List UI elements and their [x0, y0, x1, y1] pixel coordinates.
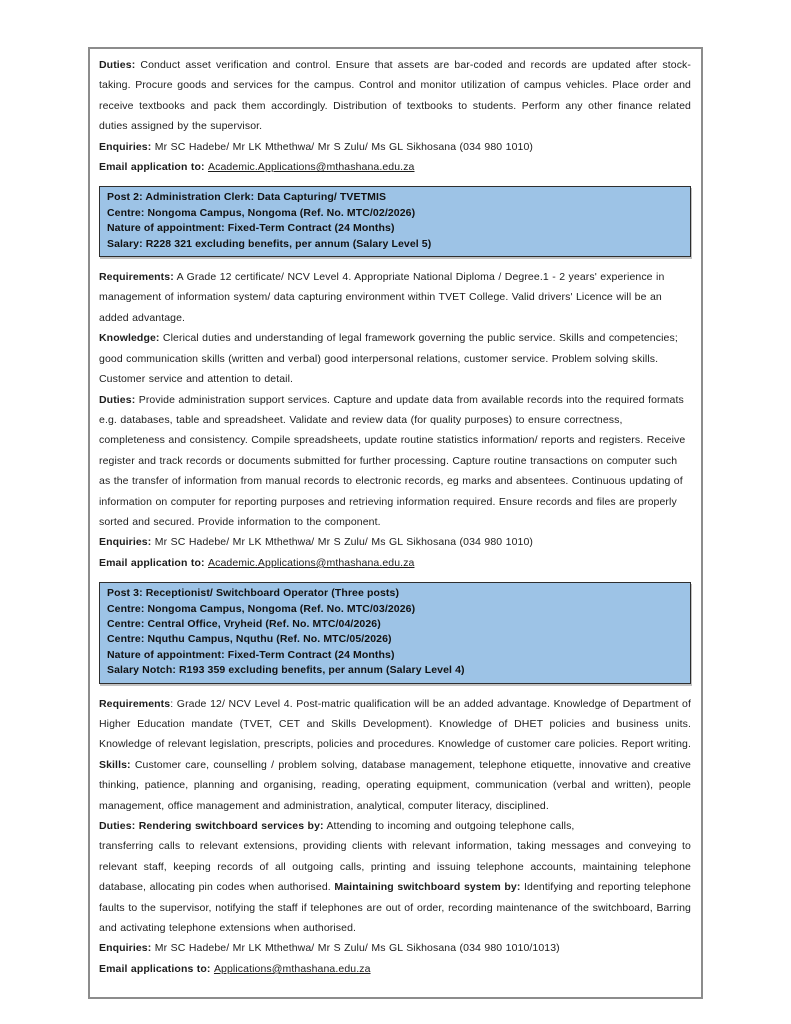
body-text: Mr SC Hadebe/ Mr LK Mthethwa/ Mr S Zulu/ Ms GL Sikhosana (034 980 1010)	[151, 140, 533, 153]
post2-knowledge-paragraph	[99, 328, 691, 389]
post3-header-box	[99, 582, 691, 683]
post-detail-line: Centre: Nongoma Campus, Nongoma (Ref. No. MTC/03/2026)	[107, 602, 416, 615]
field-label: Duties: Rendering switchboard services by:	[99, 820, 324, 833]
post1-email-line	[99, 157, 691, 177]
field-label: Enquiries:	[99, 140, 152, 153]
post3-requirements-paragraph	[99, 694, 691, 816]
email-link[interactable]: Academic.Applications@mthashana.edu.za	[208, 556, 415, 569]
body-text: A Grade 12 certificate/ NCV Level 4. Appropriate National Diploma / Degree.1 - 2 years' experience in management of information system/ data capturing environment within TVET College. Valid drivers' Licence will be an added advantage.	[99, 271, 665, 324]
post3-enquiries-line	[99, 938, 691, 958]
field-label: Requirements:	[99, 271, 174, 284]
field-label: Requirements	[99, 697, 171, 710]
field-label: Email application to:	[99, 556, 208, 569]
field-label: Duties:	[99, 393, 136, 406]
post-detail-line: Centre: Nquthu Campus, Nquthu (Ref. No. MTC/05/2026)	[107, 633, 392, 646]
document-frame	[88, 47, 703, 999]
field-label: Knowledge:	[99, 332, 160, 345]
post-detail-line: Salary Notch: R193 359 excluding benefits, per annum (Salary Level 4)	[107, 664, 465, 677]
body-text: Attending to incoming and outgoing telephone calls,	[323, 820, 575, 833]
body-text: Provide administration support services. Capture and update data from available records into the required formats e.g. databases, table and spreadsheet. Validate and review data (for quality purposes) to ensure correctness, completeness and consistency. Compile spreadsheets, update routine statistics information/ reports and registers. Receive register and track records or documents submitted for further processing. Capture routine transactions on computer such as the transfer of information from manual records to electronic records, eg marks and absentees. Continuous updating of information on computer for reporting purposes and retrieving information required. Ensure records and files are properly sorted and secured. Provide information to the component.	[99, 393, 686, 528]
body-text: Identifying and reporting telephone faults to the supervisor, notifying the staff if telephones are out of order, recording maintenance of the switchboard, Barring and activating telephone extensions when authorised.	[99, 881, 691, 935]
field-label: Enquiries:	[99, 942, 152, 955]
post2-email-line	[99, 553, 691, 573]
post3-duties-paragraph	[99, 816, 691, 938]
post3-email-line	[99, 959, 691, 979]
field-label: Maintaining switchboard system by:	[334, 881, 521, 894]
body-text: Customer care, counselling / problem solving, database management, telephone etiquette, innovative and creative thinking, patience, planning and organising, reading, operating equipment, communication (verbal and written), people management, office management and administration, analytical, computer literacy, disciplined.	[99, 758, 691, 812]
email-link[interactable]: Academic.Applications@mthashana.edu.za	[208, 161, 415, 174]
post-detail-line: Salary: R228 321 excluding benefits, per annum (Salary Level 5)	[107, 237, 432, 250]
post2-enquiries-line	[99, 532, 691, 552]
body-text: Mr SC Hadebe/ Mr LK Mthethwa/ Mr S Zulu/ Ms GL Sikhosana (034 980 1010/1013)	[151, 942, 560, 955]
field-label: Duties:	[99, 59, 136, 71]
post-detail-line: Centre: Nongoma Campus, Nongoma (Ref. No. MTC/02/2026)	[107, 206, 416, 219]
post-detail-line: Nature of appointment: Fixed-Term Contract (24 Months)	[107, 222, 395, 235]
field-label: Email applications to:	[99, 962, 214, 975]
post2-header-box	[99, 186, 691, 257]
post2-requirements-paragraph	[99, 267, 691, 328]
post1-duties-paragraph	[99, 55, 691, 137]
field-label: Enquiries:	[99, 536, 152, 549]
post-detail-line: Centre: Central Office, Vryheid (Ref. No. MTC/04/2026)	[107, 617, 381, 630]
body-text: Conduct asset verification and control. Ensure that assets are bar-coded and records are updated after stock-taking. Procure goods and services for the campus. Control and monitor utilization of campus vehicles. Place order and receive textbooks and pack them accordingly. Distribution of textbooks to students. Perform any other finance related duties assigned by the supervisor.	[99, 59, 691, 133]
post2-duties-paragraph	[99, 390, 691, 533]
body-text: : Grade 12/ NCV Level 4. Post-matric qualification will be an added advantage. Knowledge of Department of Higher Education mandate (TVET, CET and Skills Development). Knowledge of DHET policies and business units. Knowledge of relevant legislation, prescripts, policies and procedures. Knowledge of customer care policies. Report writing.	[99, 697, 691, 751]
field-label: Skills:	[99, 758, 131, 771]
body-text: Clerical duties and understanding of legal framework governing the public service. Skills and competencies; good communication skills (written and verbal) good interpersonal relations, customer service. Problem solving skills. Customer service and attention to detail.	[99, 332, 678, 386]
email-link[interactable]: Applications@mthashana.edu.za	[213, 962, 371, 975]
post-detail-line: Post 2: Administration Clerk: Data Capturing/ TVETMIS	[107, 191, 387, 204]
field-label: Email application to:	[99, 161, 208, 174]
post-detail-line: Nature of appointment: Fixed-Term Contract (24 Months)	[107, 648, 395, 661]
post-detail-line: Post 3: Receptionist/ Switchboard Operator (Three posts)	[107, 587, 400, 600]
post1-enquiries-line	[99, 137, 691, 157]
body-text: Mr SC Hadebe/ Mr LK Mthethwa/ Mr S Zulu/ Ms GL Sikhosana (034 980 1010)	[151, 536, 533, 549]
body-text: transferring calls to relevant extensions, providing clients with relevant information, taking messages and conveying to relevant staff, keeping records of all outgoing calls, printing and issuing telephone accounts, maintaining telephone database, allocating pin codes when authorised.	[99, 840, 691, 894]
